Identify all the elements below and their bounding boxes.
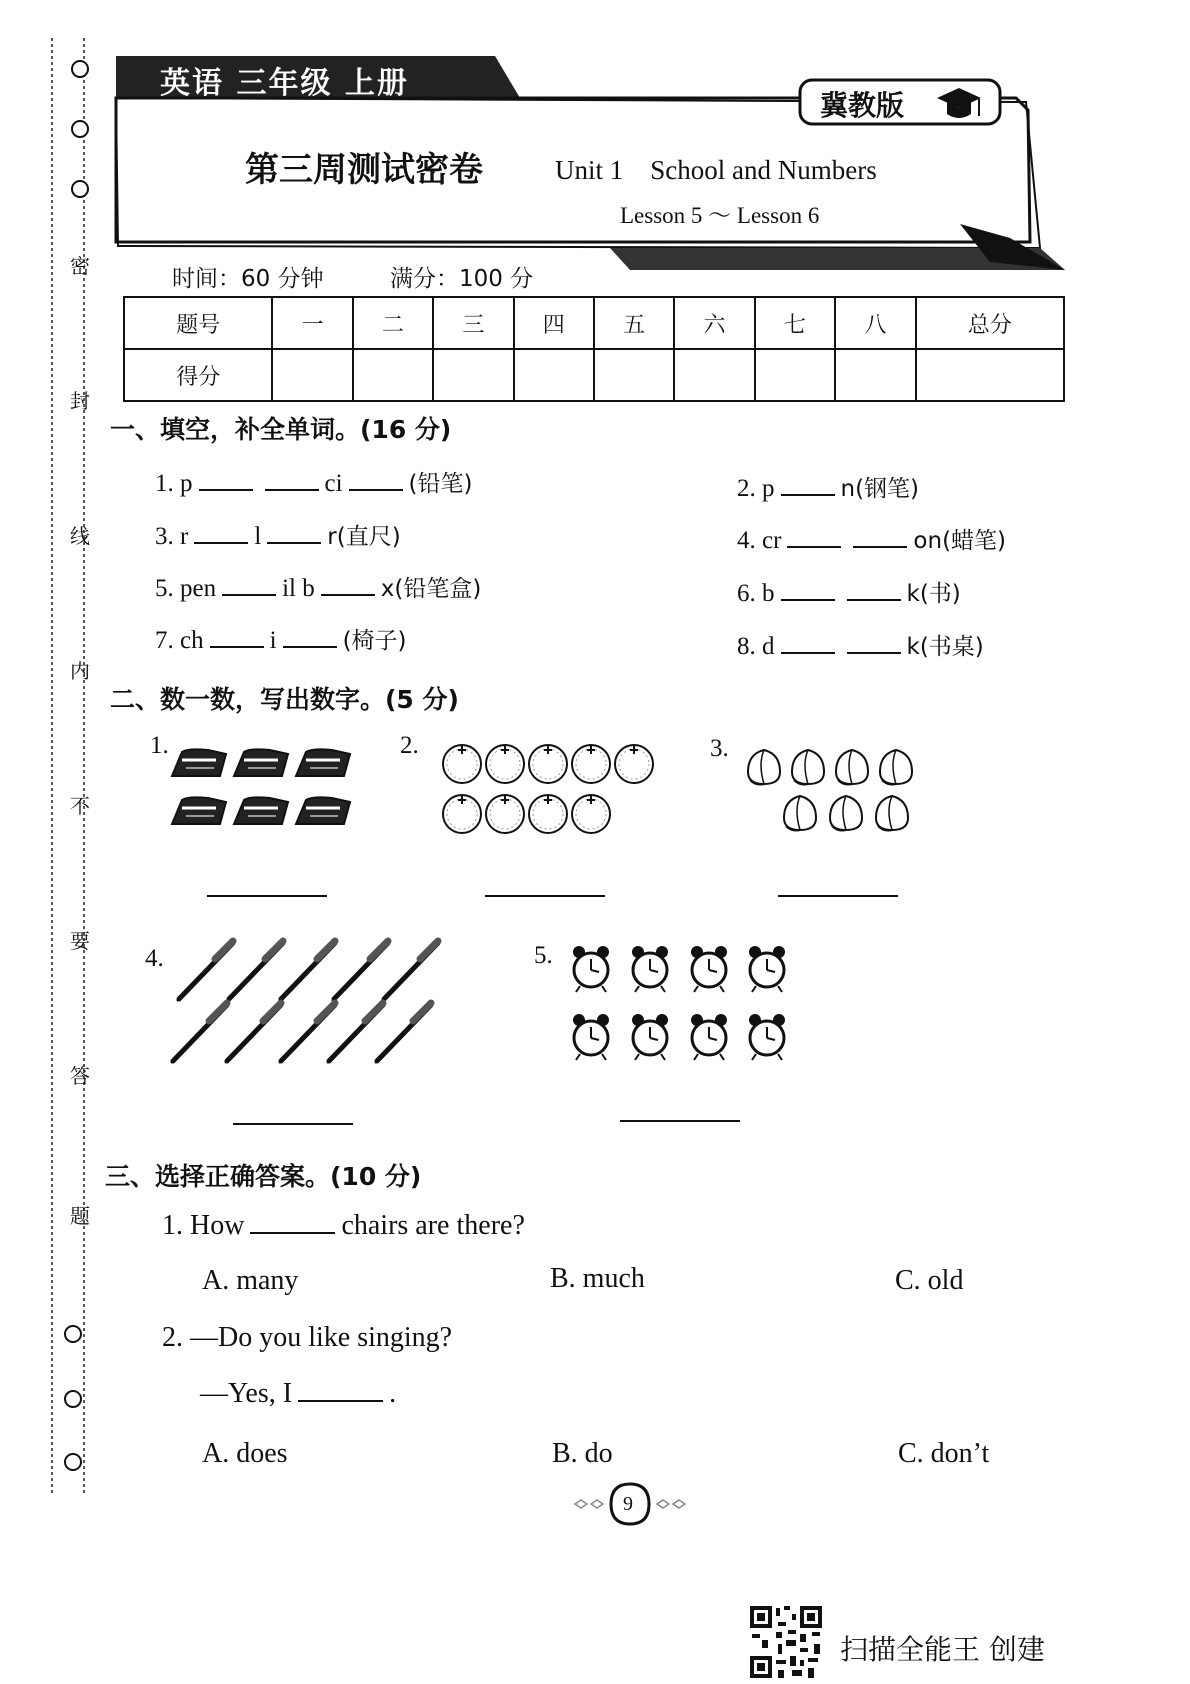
blank[interactable]: [781, 651, 835, 654]
pen-icon: [279, 941, 335, 1001]
orange-icon: [572, 745, 610, 783]
question-2: [162, 1322, 452, 1354]
edition-label: 冀教版: [820, 89, 905, 122]
question-text: —Yes, I: [200, 1378, 293, 1409]
item-part: n(钢笔): [840, 476, 920, 502]
section3-title: 三、选择正确答案。(10 分): [105, 1162, 422, 1191]
score-table-col: 二: [353, 297, 433, 349]
score-table: [123, 296, 1065, 402]
graduation-cap-icon: [935, 86, 983, 126]
score-table-label: 得分: [124, 349, 272, 401]
time-limit: 时间：60 分钟: [172, 266, 324, 292]
page-number: 9: [623, 1493, 633, 1515]
fill-item-8: [737, 628, 984, 661]
peach-icon: [876, 796, 908, 831]
blank[interactable]: [853, 545, 907, 548]
binding-hole: [64, 1453, 82, 1471]
qr-code-icon: [748, 1604, 824, 1680]
section2-title: 二、数一数，写出数字。(5 分): [110, 685, 459, 714]
lesson-range: Lesson 5 ～ Lesson 6: [620, 203, 820, 228]
alarm-clock-icon: [691, 946, 727, 992]
iron-icon: [172, 749, 226, 776]
section1-title: 一、填空，补全单词。(16 分): [110, 415, 452, 444]
blank[interactable]: [265, 488, 319, 491]
pen-icon: [332, 941, 388, 1001]
item-prefix: 3. r: [155, 523, 189, 550]
item-part: l: [254, 523, 262, 550]
count-item-label: 4.: [145, 945, 164, 972]
answer-line[interactable]: [620, 1120, 740, 1122]
page-title: 第三周测试密卷: [245, 150, 483, 190]
score-table-col: 总分: [916, 297, 1064, 349]
fill-item-6: [737, 575, 961, 608]
orange-icon: [529, 795, 567, 833]
item-prefix: 1. p: [155, 470, 193, 497]
iron-icon: [296, 749, 350, 776]
score-table-header-row: [124, 297, 1064, 349]
iron-icon: [172, 797, 226, 824]
item-part: (椅子): [342, 628, 407, 654]
alarm-clock-icon: [632, 946, 668, 992]
answer-line[interactable]: [778, 895, 898, 897]
blank[interactable]: [781, 598, 835, 601]
question-1: [162, 1210, 525, 1242]
item-part: i: [269, 627, 277, 654]
peach-icon: [784, 796, 816, 831]
alarm-clock-icon: [749, 1014, 785, 1060]
peach-icon: [792, 750, 824, 785]
blank[interactable]: [298, 1399, 383, 1402]
score-cell[interactable]: [272, 349, 352, 401]
orange-icon: [486, 795, 524, 833]
strip-char: 密: [70, 254, 90, 278]
score-cell[interactable]: [835, 349, 915, 401]
peach-icon: [748, 750, 780, 785]
full-score: 满分：100 分: [390, 266, 534, 292]
peach-icon: [880, 750, 912, 785]
strip-char: 答: [70, 1064, 90, 1088]
score-cell[interactable]: [514, 349, 594, 401]
option-b[interactable]: B. do: [552, 1438, 613, 1469]
score-table-col: 八: [835, 297, 915, 349]
question-number: 2.: [162, 1322, 183, 1353]
option-c[interactable]: C. don’t: [898, 1438, 990, 1469]
blank[interactable]: [283, 645, 337, 648]
blank[interactable]: [787, 545, 841, 548]
fill-item-3: [155, 518, 401, 551]
iron-icon-group: [168, 742, 368, 842]
count-item-label: 2.: [400, 732, 419, 759]
question-2-answer-line: [200, 1378, 396, 1410]
blank[interactable]: [194, 541, 248, 544]
item-part: r(直尺): [327, 524, 401, 550]
item-prefix: 6. b: [737, 580, 775, 607]
pen-icon-group: [165, 935, 445, 1070]
pen-icon: [225, 1003, 281, 1063]
score-cell[interactable]: [353, 349, 433, 401]
blank[interactable]: [222, 593, 276, 596]
alarm-clock-icon: [632, 1014, 668, 1060]
item-prefix: 8. d: [737, 633, 775, 660]
score-table-label: 题号: [124, 297, 272, 349]
orange-icon-group: [440, 742, 660, 842]
scanner-watermark: 扫描全能王 创建: [840, 1633, 1045, 1666]
item-prefix: 4. cr: [737, 527, 782, 554]
pen-icon: [327, 1003, 383, 1063]
orange-icon: [443, 795, 481, 833]
banner-title: 英语 三年级 上册: [160, 66, 409, 101]
item-prefix: 2. p: [737, 475, 775, 502]
fill-item-4: [737, 522, 1006, 555]
blank[interactable]: [267, 541, 321, 544]
binding-hole: [71, 180, 89, 198]
question-text: How: [190, 1210, 245, 1241]
item-part: il b: [282, 575, 315, 602]
binding-hole: [64, 1325, 82, 1343]
blank[interactable]: [210, 645, 264, 648]
blank[interactable]: [847, 651, 901, 654]
blank[interactable]: [847, 598, 901, 601]
score-table-col: 一: [272, 297, 352, 349]
score-cell[interactable]: [916, 349, 1064, 401]
strip-char: 不: [70, 794, 90, 818]
pen-icon: [382, 941, 438, 1001]
question-text: chairs are there?: [341, 1210, 525, 1241]
score-table-score-row: [124, 349, 1064, 401]
peach-icon: [830, 796, 862, 831]
item-prefix: 5. pen: [155, 575, 217, 602]
strip-char: 题: [70, 1204, 90, 1228]
item-part: (铅笔): [408, 471, 473, 497]
item-part: ci: [324, 470, 343, 497]
alarm-clock-icon: [573, 1014, 609, 1060]
fill-item-7: [155, 622, 407, 655]
item-part: k(书): [906, 581, 961, 607]
iron-icon: [296, 797, 350, 824]
iron-icon: [234, 797, 288, 824]
item-part: on(蜡笔): [913, 528, 1007, 554]
question-number: 1.: [162, 1210, 183, 1241]
score-table-col: 三: [433, 297, 513, 349]
pen-icon: [279, 1003, 335, 1063]
item-part: x(铅笔盒): [380, 576, 482, 602]
orange-icon: [615, 745, 653, 783]
option-c[interactable]: C. old: [895, 1265, 964, 1296]
orange-icon: [486, 745, 524, 783]
peach-icon-group: [742, 742, 942, 842]
blank[interactable]: [349, 488, 403, 491]
question-text: —Do you like singing?: [190, 1322, 453, 1353]
score-table-col: 五: [594, 297, 674, 349]
iron-icon: [234, 749, 288, 776]
answer-line[interactable]: [485, 895, 605, 897]
alarm-clock-icon: [691, 1014, 727, 1060]
strip-char: 内: [70, 659, 90, 683]
score-table-col: 六: [674, 297, 754, 349]
fill-item-2: [737, 470, 919, 503]
item-part: k(书桌): [906, 634, 984, 660]
score-cell[interactable]: [433, 349, 513, 401]
pen-icon: [171, 1003, 227, 1063]
unit-title: Unit 1 School and Numbers: [555, 155, 877, 185]
option-a[interactable]: A. many: [202, 1265, 299, 1296]
orange-icon: [443, 745, 481, 783]
pen-icon: [227, 941, 283, 1001]
binding-hole: [71, 120, 89, 138]
score-cell[interactable]: [594, 349, 674, 401]
strip-char: 要: [70, 929, 90, 953]
binding-hole: [71, 60, 89, 78]
answer-line[interactable]: [207, 895, 327, 897]
alarm-clock-icon: [749, 946, 785, 992]
peach-icon: [836, 750, 868, 785]
fill-item-5: [155, 570, 481, 603]
blank[interactable]: [250, 1231, 335, 1234]
alarm-clock-icon-group: [568, 942, 803, 1072]
count-item-label: 3.: [710, 735, 729, 762]
orange-icon: [529, 745, 567, 783]
blank[interactable]: [781, 493, 835, 496]
score-table-col: 四: [514, 297, 594, 349]
count-item-label: 5.: [534, 942, 553, 969]
pen-icon: [375, 1003, 431, 1063]
blank[interactable]: [321, 593, 375, 596]
fill-item-1: [155, 465, 473, 498]
count-item-label: 1.: [150, 732, 169, 759]
option-b[interactable]: B. much: [550, 1263, 645, 1294]
score-cell[interactable]: [674, 349, 754, 401]
alarm-clock-icon: [573, 946, 609, 992]
pen-icon: [177, 941, 233, 1001]
strip-char: 封: [70, 389, 90, 413]
orange-icon: [572, 795, 610, 833]
blank[interactable]: [199, 488, 253, 491]
item-prefix: 7. ch: [155, 627, 204, 654]
binding-hole: [64, 1390, 82, 1408]
score-cell[interactable]: [755, 349, 835, 401]
option-a[interactable]: A. does: [202, 1438, 288, 1469]
strip-char: 线: [70, 524, 90, 548]
score-table-col: 七: [755, 297, 835, 349]
answer-line[interactable]: [233, 1123, 353, 1125]
question-text: .: [389, 1378, 397, 1409]
